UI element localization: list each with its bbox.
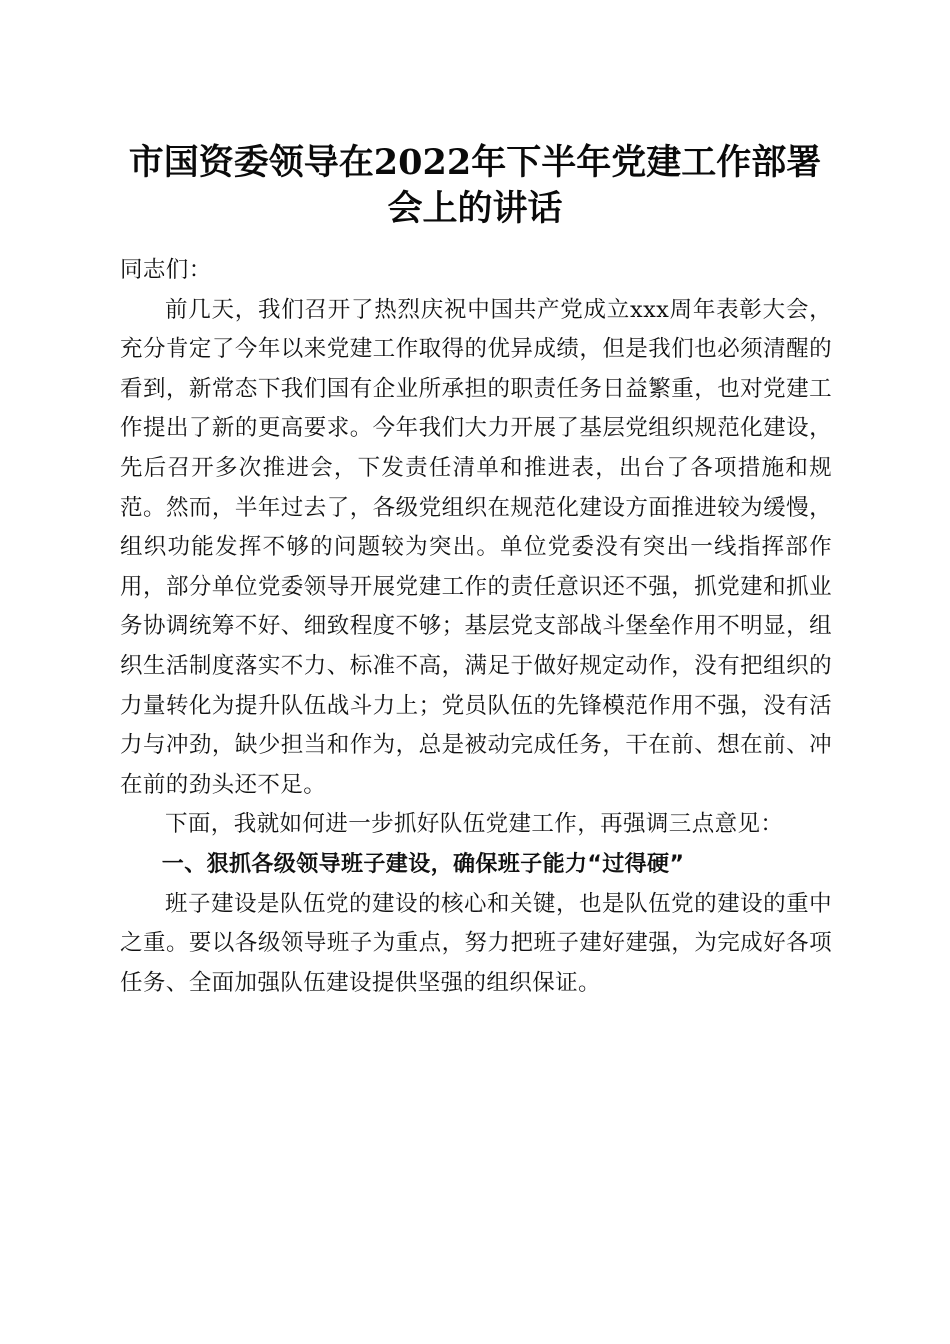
section-heading-1: 一、狠抓各级领导班子建设，确保班子能力“过得硬” <box>161 851 685 877</box>
salutation: 同志们： <box>120 257 212 283</box>
paragraph-opening: 前几天，我们召开了热烈庆祝中国共产党成立xxx周年表彰大会，充分肯定了今年以来党建工作取得的优异成绩，但是我们也必须清醒的看到，新常态下我们国有企业所承担的职责任务日益繁重，也对党建工作提出了新的更高要求。今年我们大力开展了基层党组织规范化建设，先后召开多次推进会，下发责任清单和推进表，出台了各项措施和规范。然而，半年过去了，各级党组织在规范化建设方面推进较为缓慢，组织功能发挥不够的问题较为突出。单位党委没有突出一线指挥部作用，部分单位党委领导开展党建工作的责任意识还不强，抓党建和抓业务协调统筹不好、细致程度不够；基层党支部战斗堡垒作用不明显，组织生活制度落实不力、标准不高，满足于做好规定动作，没有把组织的力量转化为提升队伍战斗力上；党员队伍的先锋模范作用不强，没有活力与冲劲，缺少担当和作为，总是被动完成任务，干在前、想在前、冲在前的劲头还不足。 <box>120 296 832 798</box>
paragraph-transition: 下面，我就如何进一步抓好队伍党建工作，再强调三点意见： <box>165 811 784 838</box>
document-body <box>120 251 832 1003</box>
document-title-line-1: 市国资委领导在2022年下半年党建工作部署 <box>128 142 822 183</box>
paragraph-section-1: 班子建设是队伍党的建设的核心和关键，也是队伍党的建设的重中之重。要以各级领导班子为重点，努力把班子建好建强，为完成好各项任务、全面加强队伍建设提供坚强的组织保证。 <box>120 890 832 996</box>
document-title-line-2: 会上的讲话 <box>387 188 563 229</box>
